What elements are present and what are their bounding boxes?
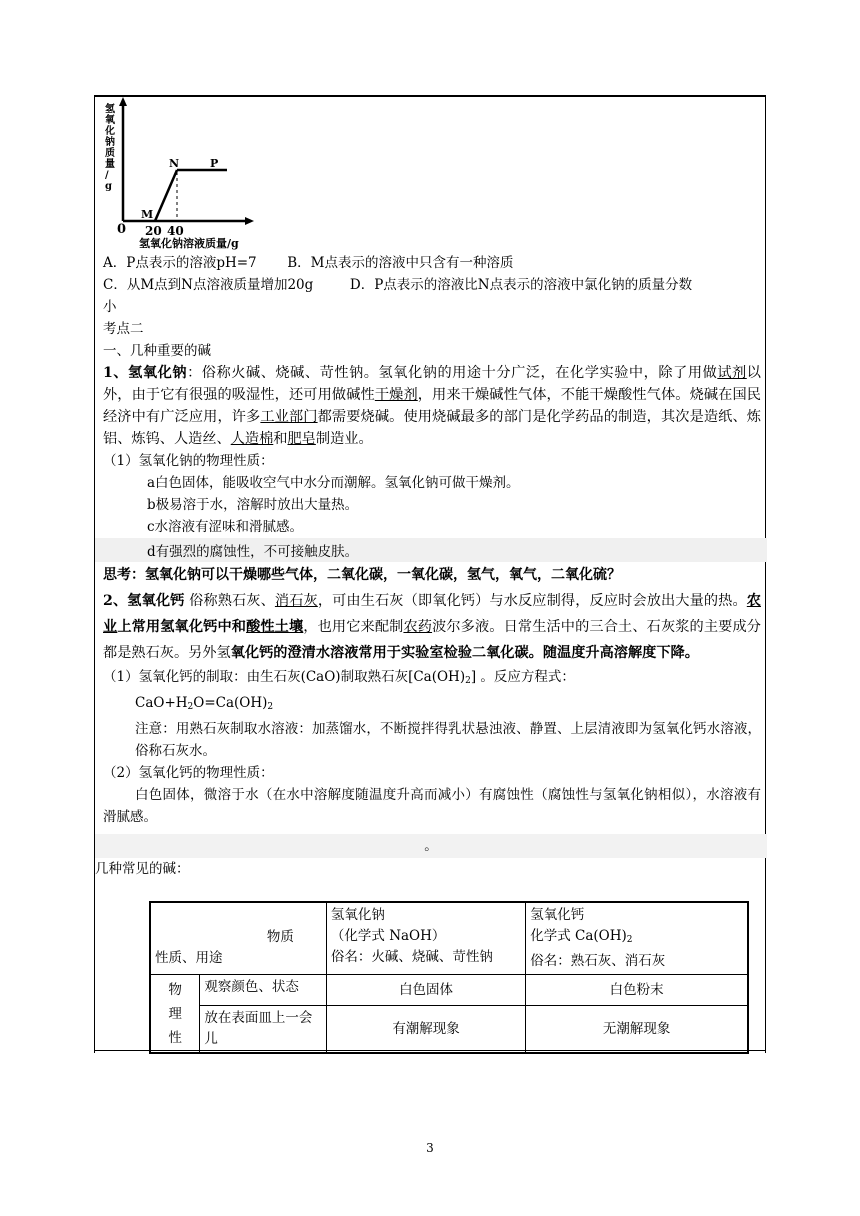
equation-part: CaO+H bbox=[135, 695, 188, 711]
caoh-bold-underline: 酸性土壤 bbox=[246, 619, 304, 635]
naoh-property-a: a白色固体，能吸收空气中水分而潮解。氢氧化钠可做干燥剂。 bbox=[147, 475, 520, 491]
page-number: 3 bbox=[426, 1141, 434, 1155]
option-a: A．P点表示的溶液pH=7 bbox=[103, 255, 257, 271]
naoh-header-name: 氢氧化钠 bbox=[330, 907, 385, 923]
subscript: 2 bbox=[626, 935, 633, 945]
y-label-char: 氧 bbox=[105, 115, 115, 126]
caoh-header-cell bbox=[526, 902, 748, 975]
caoh-prep-text: （1）氢氧化钙的制取：由生石灰(CaO)制取熟石灰[Ca(OH) bbox=[103, 669, 466, 685]
group-label-char: 性 bbox=[168, 1029, 182, 1046]
naoh-title: 1、氢氧化钠 bbox=[103, 365, 188, 381]
physical-group-cell bbox=[150, 975, 200, 1054]
naoh-underline: 人造棉 bbox=[230, 431, 274, 447]
point-p-label: P bbox=[210, 157, 219, 170]
caoh-header-alias: 俗名：熟石灰、消石灰 bbox=[530, 953, 666, 969]
table-row bbox=[150, 1006, 748, 1054]
naoh-text: 制造业。 bbox=[315, 431, 373, 447]
caoh-underline: 农药 bbox=[403, 619, 433, 635]
y-axis-label bbox=[105, 104, 117, 192]
naoh-text: ，用来干燥碱性气体，不能干燥酸性气体。烧碱在国民经济中有广泛应用，许多 bbox=[103, 387, 761, 425]
naoh-underline: 肥皂 bbox=[287, 431, 316, 447]
naoh-property-d: d有强烈的腐蚀性，不可接触皮肤。 bbox=[95, 538, 767, 562]
caoh-text: 波尔多液。日常生活中的三合土、石灰浆的主要成分都是熟石灰。另外氢 bbox=[103, 619, 761, 661]
naoh-paragraph bbox=[103, 362, 761, 450]
naoh-text: 以外，由于它有很强的吸湿性，还可用做碱性 bbox=[103, 365, 761, 403]
table-corner-cell bbox=[150, 902, 326, 975]
caoh-text: ，可由生石灰（即氧化钙）与水反应制得，反应时会放出大量的热。 bbox=[317, 593, 747, 609]
caoh-prep-text: ] 。反应方程式： bbox=[470, 669, 575, 685]
naoh-underline: 试剂 bbox=[717, 365, 747, 381]
naoh-underline: 干燥剂 bbox=[374, 387, 418, 403]
row1-naoh-value: 白色固体 bbox=[326, 975, 525, 1006]
naoh-property-c: c水溶液有涩味和滑腻感。 bbox=[147, 519, 304, 535]
tick-40-label: 40 bbox=[167, 224, 184, 238]
row2-label: 放在表面皿上一会儿 bbox=[200, 1006, 327, 1054]
titration-graph bbox=[103, 96, 263, 250]
table-row bbox=[150, 975, 748, 1006]
bases-table bbox=[149, 901, 749, 1054]
caoh-bold-underline: 农业 bbox=[103, 593, 761, 635]
y-label-char: 钠 bbox=[105, 137, 115, 148]
section-heading: 一、几种重要的碱 bbox=[103, 343, 211, 359]
option-d-continuation: 小 bbox=[103, 299, 117, 315]
caoh-underline: 消石灰 bbox=[274, 593, 318, 609]
corner-top-label: 物质 bbox=[266, 929, 294, 945]
subscript: 2 bbox=[187, 702, 194, 712]
y-label-char: 量 bbox=[105, 159, 115, 170]
y-label-char: 化 bbox=[105, 126, 115, 137]
y-axis-arrow bbox=[119, 97, 127, 106]
kaodian-heading: 考点二 bbox=[103, 321, 144, 337]
row1-label: 观察颜色、状态 bbox=[200, 975, 327, 1006]
caoh-header-name: 氢氧化钙 bbox=[530, 907, 585, 923]
caoh-equation bbox=[103, 692, 761, 718]
y-label-char: 氢 bbox=[105, 104, 115, 115]
caoh-paragraph bbox=[103, 588, 761, 666]
dot-row: 。 bbox=[95, 834, 767, 858]
naoh-header-cell bbox=[326, 902, 525, 975]
caoh-prep-title bbox=[103, 666, 761, 692]
option-b: B．M点表示的溶液中只含有一种溶质 bbox=[287, 255, 514, 271]
caoh-physical-title: （2）氢氧化钙的物理性质： bbox=[103, 765, 274, 781]
options-row-1 bbox=[103, 252, 761, 274]
naoh-text: 和 bbox=[273, 431, 288, 447]
naoh-property-b: b极易溶于水，溶解时放出大量热。 bbox=[147, 497, 359, 513]
option-d: D．P点表示的溶液比N点表示的溶液中氯化钠的质量分数 bbox=[349, 277, 693, 293]
group-label-char: 理 bbox=[168, 1005, 182, 1022]
think-question: 思考：氢氧化钠可以干燥哪些气体，二氧化碳，一氧化碳，氢气，氧气，二氧化硫？ bbox=[103, 567, 621, 583]
x-axis-arrow bbox=[245, 217, 254, 225]
naoh-text: 都需要烧碱。使用烧碱最多的部门是化学药品的制造，其次是造纸、炼铝、炼钨、人造丝、 bbox=[103, 409, 761, 447]
options-row-2 bbox=[103, 274, 761, 296]
option-c: C．从M点到N点溶液质量增加20g bbox=[103, 277, 314, 293]
corner-bottom-label: 性质、用途 bbox=[155, 950, 223, 966]
caoh-bold: 上常用氢氧化钙中和 bbox=[117, 619, 247, 635]
rising-segment bbox=[155, 170, 177, 221]
point-m-label: M bbox=[141, 208, 154, 221]
naoh-underline: 工业部门 bbox=[260, 409, 318, 425]
caoh-formula-text: 化学式 Ca(OH) bbox=[530, 928, 627, 944]
naoh-text: ：俗称火碱、烧碱、苛性钠。氢氧化钠的用途十分广泛，在化学实验中，除了用做 bbox=[187, 365, 718, 381]
caoh-text: ，也用它来配制 bbox=[303, 619, 404, 635]
y-label-char: g bbox=[105, 181, 112, 192]
subscript: 2 bbox=[465, 676, 471, 686]
main-content bbox=[95, 96, 761, 880]
naoh-header-alias: 俗名：火碱、烧碱、苛性钠 bbox=[330, 949, 493, 965]
caoh-physical-text: 白色固体，微溶于水（在水中溶解度随温度升高而减小）有腐蚀性（腐蚀性与氢氧化钠相似），水溶液有滑腻感。 bbox=[103, 787, 761, 825]
x-axis-label: 氢氧化钠溶液质量/g bbox=[139, 237, 239, 250]
origin-label: 0 bbox=[117, 222, 127, 237]
row1-caoh-value: 白色粉末 bbox=[526, 975, 748, 1006]
table-caption: 几种常见的碱： bbox=[95, 861, 190, 877]
caoh-bold: 氧化钙的澄清水溶液常用于实验室检验二氧化碳。随温度升高溶解度下降。 bbox=[230, 645, 699, 661]
caoh-header-formula bbox=[530, 926, 743, 951]
y-label-char: 质 bbox=[105, 148, 115, 159]
caoh-title: 2、氢氧化钙 bbox=[103, 593, 185, 609]
naoh-physical-title: （1）氢氧化钠的物理性质： bbox=[103, 453, 274, 469]
group-label-char: 物 bbox=[168, 981, 182, 998]
table-header-row bbox=[150, 902, 748, 975]
subscript: 2 bbox=[267, 702, 274, 712]
point-n-label: N bbox=[169, 157, 180, 170]
caoh-text: 俗称熟石灰、 bbox=[184, 593, 275, 609]
tick-20-label: 20 bbox=[145, 224, 162, 238]
row2-naoh-value: 有潮解现象 bbox=[326, 1006, 525, 1054]
caoh-note: 注意：用熟石灰制取水溶液：加蒸馏水，不断搅拌得乳状悬浊液、静置、上层清液即为氢氧化钙水溶液，俗称石灰水。 bbox=[135, 721, 761, 759]
naoh-header-formula: （化学式 NaOH） bbox=[330, 928, 446, 944]
row2-caoh-value: 无潮解现象 bbox=[526, 1006, 748, 1054]
equation-part: O=Ca(OH) bbox=[193, 695, 268, 711]
y-label-char: / bbox=[105, 170, 109, 181]
